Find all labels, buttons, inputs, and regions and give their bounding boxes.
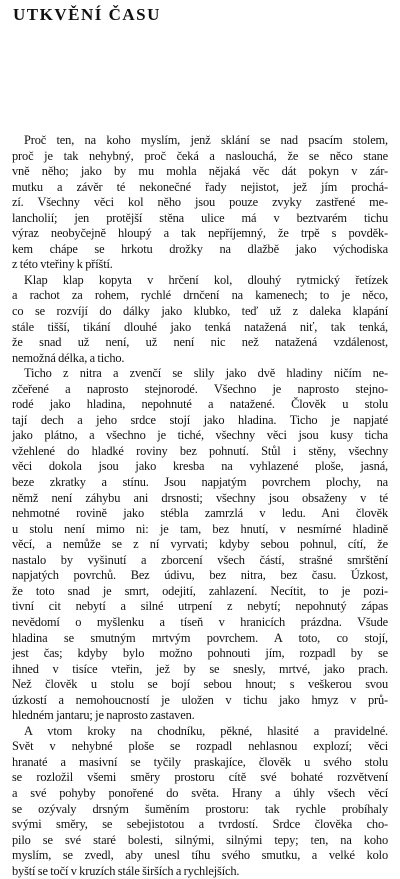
- text-line: se ozývaly drsným šuměním prostoru: tak rychle probíhaly: [12, 801, 388, 816]
- text-line: co se rozvíjí do dálky jako klubko, teď už z daleka klapání: [12, 304, 388, 319]
- text-line: mutku a závěr té nekonečné řady nejistot, jež jím prochá-: [12, 179, 388, 194]
- text-line: pilo se své staré bolesti, silnými, silnými tepy; ten, na koho: [12, 832, 388, 847]
- text-line: rodé jako hladina, nepohnuté a natažené. Člověk u stolu: [12, 397, 388, 412]
- text-line: zí. Všechny věci kol něho jsou pouze zvyky zastřené me-: [12, 195, 388, 210]
- text-line: ihned v tisíce vteřin, jež by se snesly, mrtvé, jako prach.: [12, 661, 388, 676]
- text-line: A vtom kroky na chodníku, pěkné, hlasité a pravidelné.: [24, 723, 388, 738]
- text-line: kem chápe se hrkotu drožky na dlažbě jako východiska: [12, 241, 388, 256]
- text-line: Klap klap kopyta v hrčení kol, dlouhý rytmický řetízek: [24, 272, 388, 287]
- text-line: Než člověk u stolu se bojí sebou hnout; s veškerou svou: [12, 677, 388, 692]
- text-line: Svět v nehybné ploše se rozpadl nehlasnou explozí; věci: [12, 739, 388, 754]
- paragraph-3: [12, 366, 388, 724]
- text-line: proč je tak nehybný, proč čeká a naslouchá, že se něco stane: [12, 148, 388, 163]
- chapter-title: UTKVĚNÍ ČASU: [13, 5, 161, 24]
- text-line: výraz neobyčejně hloupý a tak nepříjemný, že trpě s povděk-: [12, 226, 388, 241]
- text-line: stále tišší, tikání dlouhé jako tenká natažená niť, tak tenká,: [12, 319, 388, 334]
- text-line: věci dokola jsou jako kresba na vyhlazené ploše, jasná,: [12, 459, 388, 474]
- text-line: z této vteřiny k příští.: [12, 257, 113, 272]
- text-line: vžehlené do hladké roviny bez pohnutí. Stůl i stěny, všechny: [12, 443, 388, 458]
- text-line: že toto snad je smrt, odejití, zahlazení. Necítit, to je pozi-: [12, 583, 388, 598]
- text-line: a rachot za rohem, rychlé drnčení na kamenech; to je něco,: [12, 288, 388, 303]
- text-line: vně něho; jako by mu mohla nějaká věc dát pokyn v zár-: [12, 164, 388, 179]
- chapter-body: [12, 133, 388, 879]
- text-line: úzkostí a nemohoucností je uložen v tichu jako hmyz v prů-: [12, 692, 388, 707]
- text-line: beze zkratky a stínu. Jsou napjatým povrchem plochy, na: [12, 475, 388, 490]
- text-line: nehmotné rovině jako stébla zamrzlá v ledu. Ani člověk: [12, 506, 388, 521]
- paragraph-2: [12, 273, 388, 366]
- paragraph-1: [12, 133, 388, 273]
- text-line: svými směry, se sebejistotou a tvrdostí. Srdce člověka cho-: [12, 817, 388, 832]
- text-line: byští se točí v kruzích stále širších a rychlejších.: [12, 863, 240, 878]
- text-line: u stolu není mimo ni: je tam, bez hnutí, v nesmírné hladině: [12, 521, 388, 536]
- text-line: že snad už není, už není nic než natažená vzdálenost,: [12, 335, 388, 350]
- text-line: se rozložil všemi směry prostoru cítě své bohaté rozvětvení: [12, 770, 388, 785]
- text-line: Ticho z nitra a zvenčí se slily jako dvě hladiny ničím ne-: [24, 366, 388, 381]
- text-line: tivní cit nebytí a silné utrpení z nebytí; nepohnutý zápas: [12, 599, 388, 614]
- text-line: hranaté a masivní se tyčily praskajíce, člověk u svého stolu: [12, 754, 388, 769]
- text-line: napjatých povrchů. Bez údivu, bez nitra, bez času. Úzkost,: [12, 568, 388, 583]
- text-line: nevědomí o myšlenku a tíseň v hranicích prázdna. Všude: [12, 614, 388, 629]
- text-line: hladina se smutným mrtvým povrchem. A toto, co stojí,: [12, 630, 388, 645]
- paragraph-4: [12, 724, 388, 879]
- text-line: nastalo by vyšinutí a zborcení všech částí, strašné smrštění: [12, 552, 388, 567]
- text-line: věcí, a nemůže se z ní vyrvati; kdyby sebou pohnul, cítí, že: [12, 537, 388, 552]
- text-line: nemožná délka, a ticho.: [12, 350, 125, 365]
- text-line: Proč ten, na koho myslím, jenž sklání se nad psacím stolem,: [24, 133, 388, 147]
- text-line: zčeřené a naprosto stejnorodé. Všechno je naprosto stejno-: [12, 381, 388, 396]
- text-line: myslím, se zvedl, aby unesl tíhu svého smutku, a velké kolo: [12, 848, 388, 863]
- text-line: jako plátno, a všechno je tiché, všechny věci jsou kusy ticha: [12, 428, 388, 443]
- text-line: a své pohyby ponořené do světa. Hrany a úhly všech věcí: [12, 785, 388, 800]
- text-line: němž není záhybu ani drsnosti; všechny jsou obsaženy v té: [12, 490, 388, 505]
- text-line: jest čas; kdyby bylo možno pohnouti jím, rozpadl by se: [12, 646, 388, 661]
- text-line: tají dech a jeho srdce stojí jako hladina. Ticho je napjaté: [12, 412, 388, 427]
- text-line: lancholií; jen protější stěna ulice má v beztvarém tichu: [12, 210, 388, 225]
- text-line: hledném jantaru; je naprosto zastaven.: [12, 708, 195, 723]
